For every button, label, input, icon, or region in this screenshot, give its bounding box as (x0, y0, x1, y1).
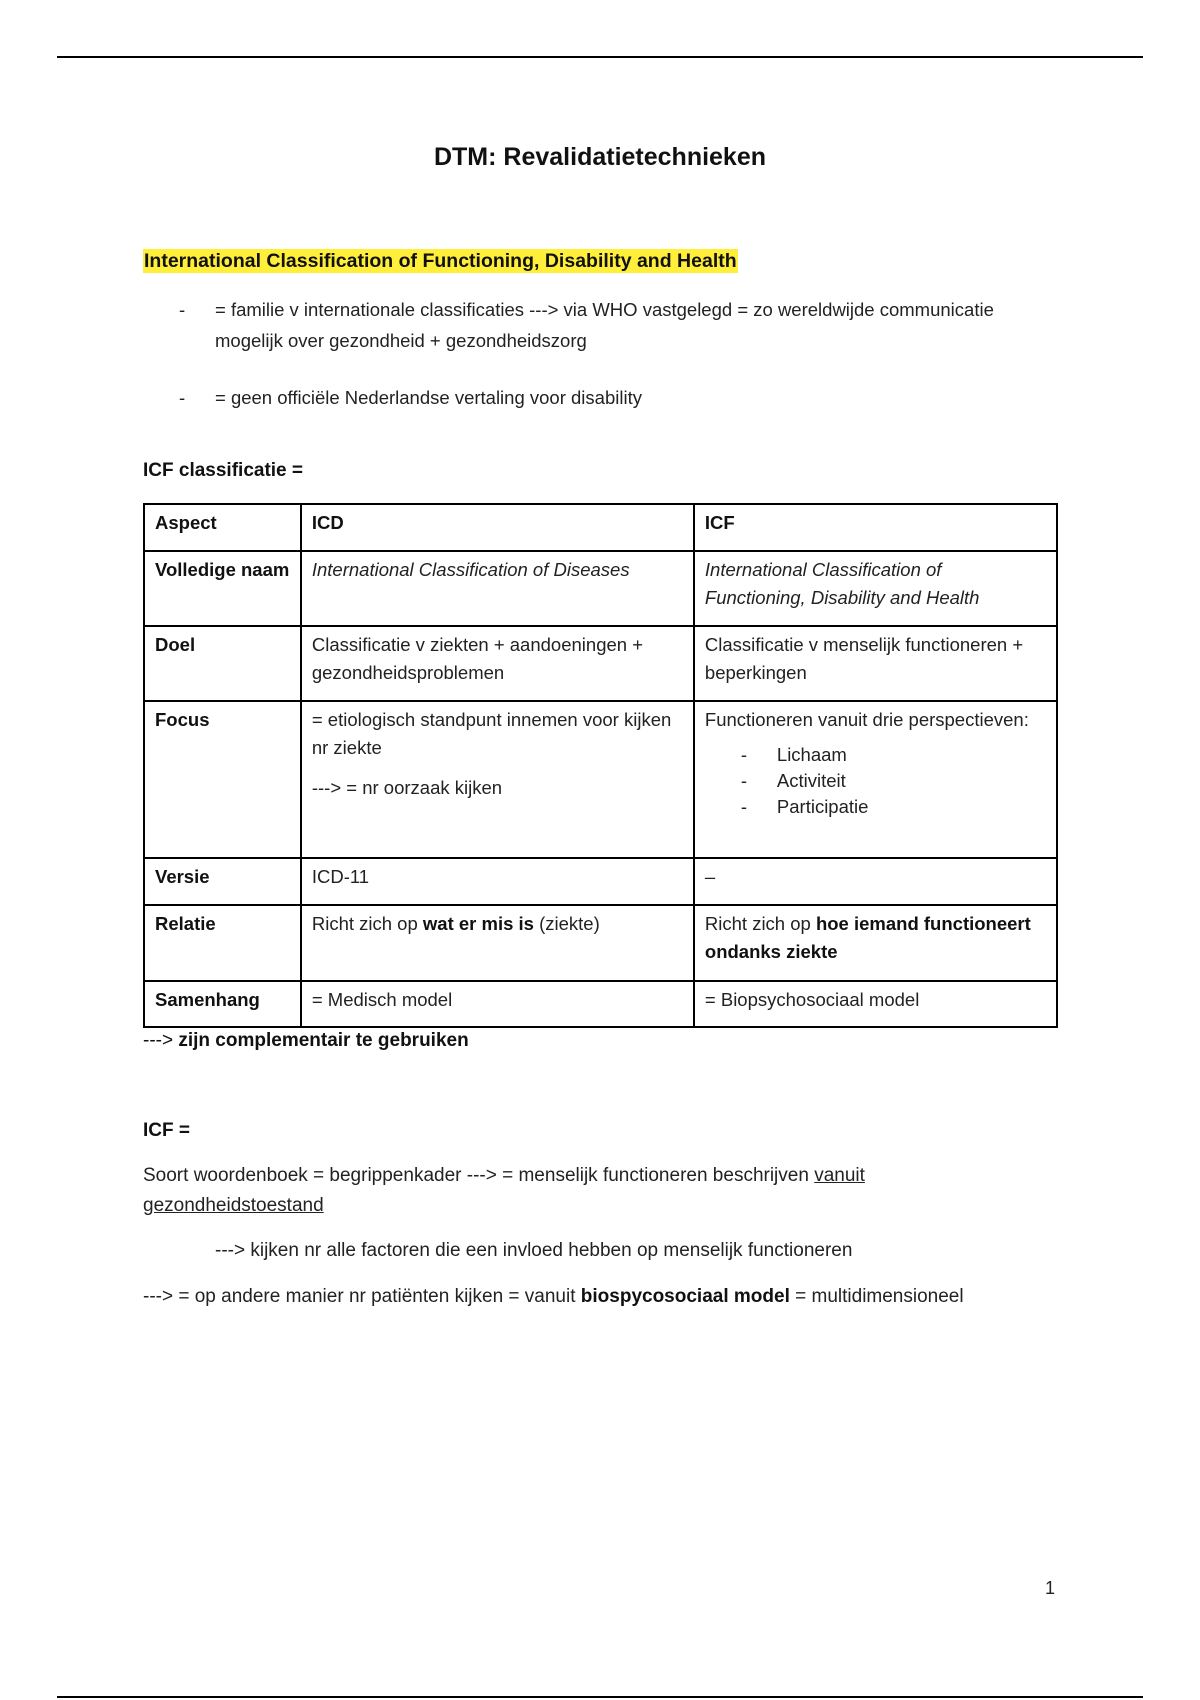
icf-label: ICF = (143, 1120, 190, 1141)
icd-relatie-pre: Richt zich op (311, 913, 423, 934)
icd-relatie-post: (ziekte) (533, 913, 600, 934)
paragraph-factoren: ---> kijken nr alle factoren die een invloed hebben op menselijk functioneren (215, 1240, 853, 1261)
paragraph-woordenboek (143, 1161, 1043, 1221)
list-item-label: Activiteit (776, 770, 846, 791)
header-icf: ICF (694, 504, 1057, 551)
bullet-text: = familie v internationale classificaties ---> via WHO vastgelegd = zo wereldwijde communicatie mogelijk over gezondheid + gezondheidszorg (215, 299, 994, 351)
icf-cell: Classificatie v menselijk functioneren + beperkingen (694, 626, 1057, 701)
list-item-label: Lichaam (776, 744, 847, 765)
complementair-arrow: ---> (143, 1030, 179, 1051)
list-item (705, 794, 1046, 820)
bullet-dash: - (179, 387, 186, 408)
section-heading (143, 250, 738, 273)
complementair-note (143, 1030, 469, 1052)
table-row (144, 551, 1057, 626)
icf-cell (694, 905, 1057, 981)
bullet-item (143, 294, 1003, 356)
icd-focus-arrow: ---> = nr oorzaak kijken (311, 777, 503, 798)
icd-cell (301, 905, 694, 981)
table-header-row (144, 504, 1057, 551)
icf-focus-text: Functioneren vanuit drie perspectieven: (704, 709, 1029, 730)
perspectives-list (705, 742, 1046, 820)
aspect-cell: Versie (144, 858, 301, 905)
table-row (144, 858, 1057, 905)
icd-cell: ICD-11 (301, 858, 694, 905)
paragraph-underlined: vanuit gezondheidstoestand (143, 1165, 865, 1216)
list-dash: - (740, 796, 748, 817)
bullet-text: = geen officiële Nederlandse vertaling voor disability (215, 387, 642, 408)
aspect-cell: Focus (144, 701, 301, 858)
aspect-cell: Relatie (144, 905, 301, 981)
icf-relatie-bold: hoe iemand functioneert ondanks ziekte (704, 913, 1031, 962)
icd-relatie-bold: wat er mis is (422, 913, 534, 934)
paragraph-post: = multidimensioneel (789, 1286, 964, 1307)
section-heading-highlight: International Classification of Functioning, Disability and Health (144, 250, 737, 272)
icf-cell (694, 701, 1057, 858)
top-rule (57, 56, 1143, 58)
paragraph-bold: biospycosociaal model (580, 1286, 790, 1307)
icf-cell: International Classification of Functioning, Disability and Health (694, 551, 1057, 626)
icd-cell: Classificatie v ziekten + aandoeningen + gezondheidsproblemen (301, 626, 694, 701)
page-number: 1 (1045, 1578, 1056, 1598)
paragraph-text: Soort woordenboek = begrippenkader ---> = menselijk functioneren beschrijven (143, 1165, 815, 1186)
list-dash: - (740, 744, 748, 765)
aspect-cell: Volledige naam (144, 551, 301, 626)
bottom-rule (57, 1696, 1143, 1698)
icf-cell: = Biopsychosociaal model (694, 981, 1057, 1027)
icd-cell: International Classification of Diseases (301, 551, 694, 626)
table-row (144, 701, 1057, 858)
aspect-cell: Samenhang (144, 981, 301, 1027)
header-icd: ICD (301, 504, 694, 551)
aspect-cell: Doel (144, 626, 301, 701)
icf-cell: – (694, 858, 1057, 905)
table-row (144, 626, 1057, 701)
icd-focus-text: = etiologisch standpunt innemen voor kijken nr ziekte (311, 709, 672, 758)
icd-cell: = Medisch model (301, 981, 694, 1027)
page-title: DTM: Revalidatietechnieken (433, 143, 767, 171)
list-item-label: Participatie (776, 796, 869, 817)
header-aspect: Aspect (144, 504, 301, 551)
table-row (144, 905, 1057, 981)
paragraph-model (143, 1282, 1043, 1312)
icf-relatie-pre: Richt zich op (704, 913, 816, 934)
list-item (705, 742, 1046, 768)
comparison-table (143, 503, 1058, 1028)
complementair-bold: zijn complementair te gebruiken (178, 1030, 469, 1051)
table-row (144, 981, 1057, 1027)
list-item (705, 768, 1046, 794)
icf-classificatie-label: ICF classificatie = (143, 460, 303, 481)
paragraph-pre: ---> = op andere manier nr patiënten kijken = vanuit (143, 1286, 581, 1307)
icd-cell (301, 701, 694, 858)
bullet-item (143, 382, 1003, 413)
bullet-dash: - (179, 299, 186, 320)
list-dash: - (740, 770, 748, 791)
